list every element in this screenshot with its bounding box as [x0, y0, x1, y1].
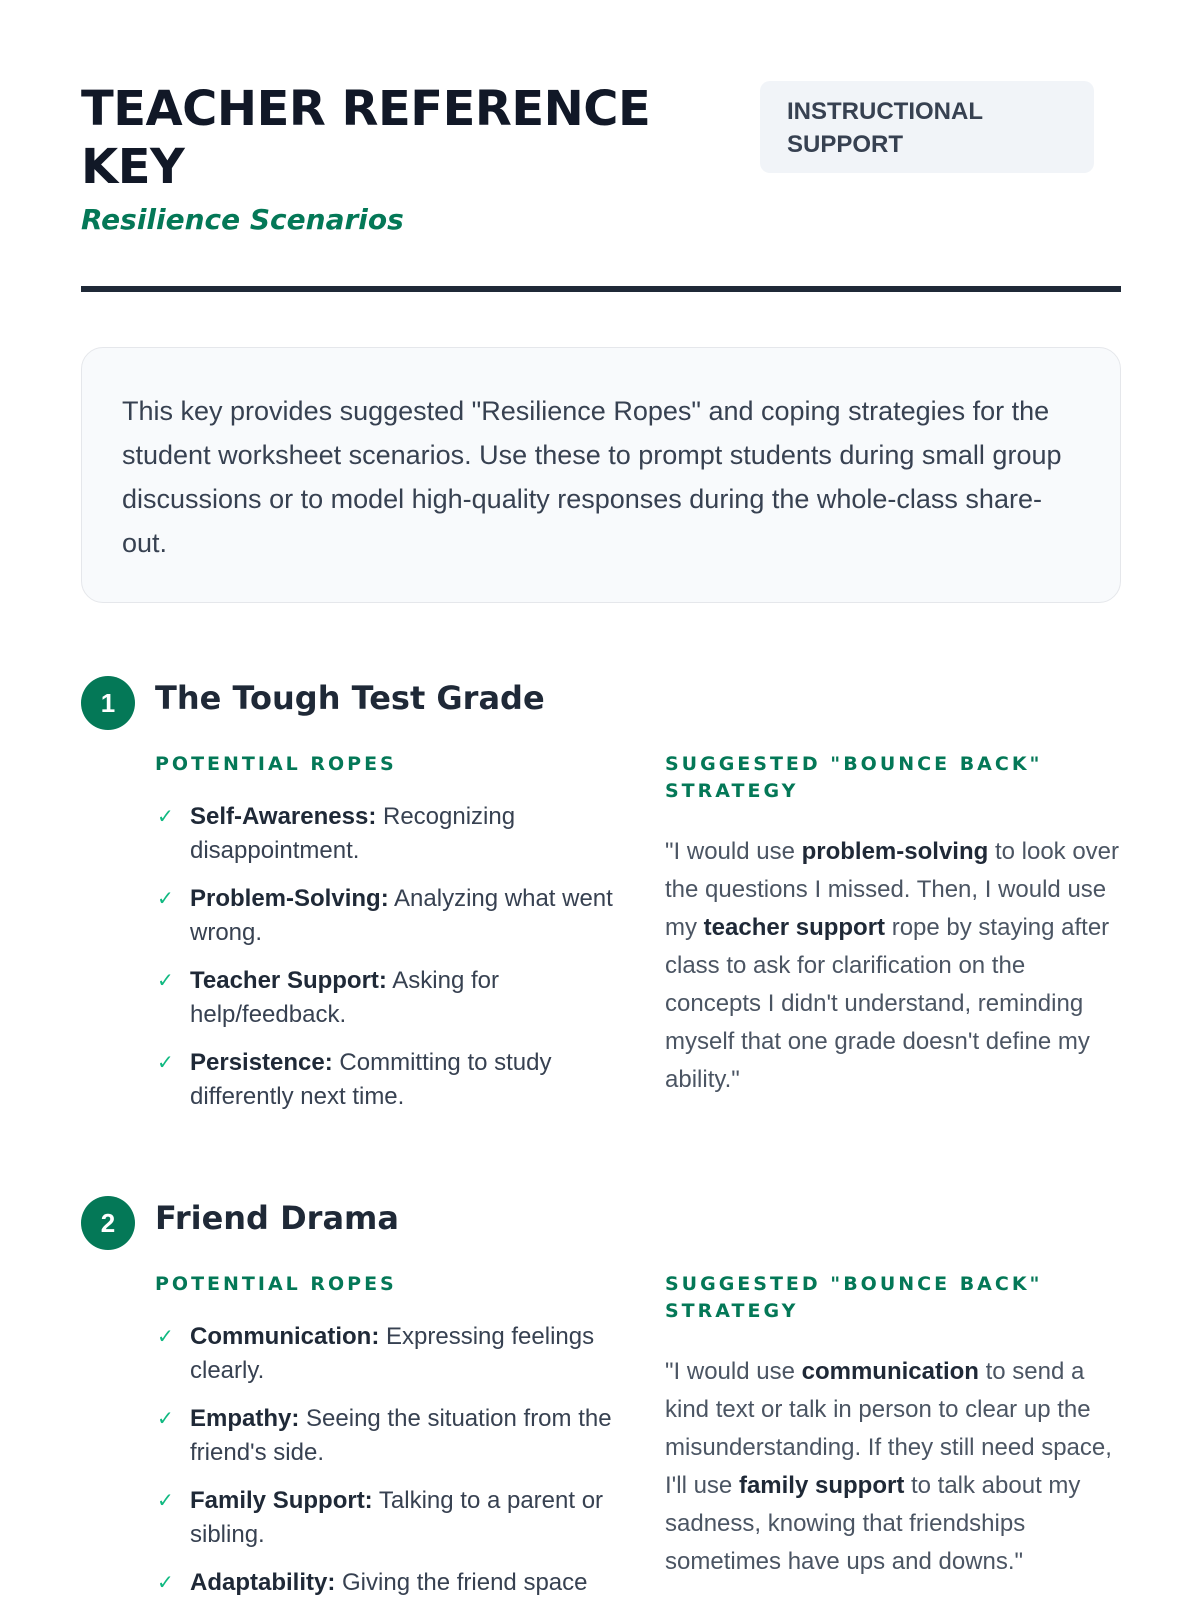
strategy-text-part: "I would use [665, 1358, 802, 1385]
rope-name: Teacher Support: [190, 967, 387, 994]
rope-name: Self-Awareness: [190, 803, 377, 830]
rope-name: Adaptability: [190, 1569, 336, 1596]
rope-name: Communication: [190, 1323, 380, 1350]
strategy-label: SUGGESTED "BOUNCE BACK" STRATEGY [665, 753, 1043, 802]
scenario-header [81, 673, 1121, 733]
scenario-number-badge: 1 [81, 676, 135, 730]
check-icon: ✓ [157, 1326, 174, 1348]
rope-description: Asking for help/feedback. [190, 967, 499, 1028]
scenario-1 [81, 673, 1121, 1110]
rope-description: Expressing feelings clearly. [190, 1323, 595, 1384]
instructional-support-badge: INSTRUCTIONAL SUPPORT [760, 81, 1094, 173]
ropes-list [155, 800, 625, 1114]
check-icon: ✓ [157, 806, 174, 828]
rope-name: Empathy: [190, 1405, 300, 1432]
potential-ropes-label: POTENTIAL ROPES [155, 753, 397, 775]
rope-description: Talking to a parent or sibling. [190, 1487, 604, 1548]
rope-description: Analyzing what went wrong. [190, 885, 613, 946]
scenario-header [81, 1193, 1121, 1253]
page-subtitle: Resilience Scenarios [81, 203, 404, 236]
rope-name: Persistence: [190, 1049, 333, 1076]
check-icon: ✓ [157, 1052, 174, 1074]
scenario-2 [81, 1193, 1121, 1596]
check-icon: ✓ [157, 1490, 174, 1512]
list-item [155, 1484, 625, 1552]
list-item [155, 1320, 625, 1388]
header-divider [81, 286, 1121, 292]
rope-name: Family Support: [190, 1487, 373, 1514]
list-item [155, 964, 625, 1032]
list-item [155, 1046, 625, 1114]
scenario-title: Friend Drama [155, 1199, 399, 1237]
rope-description: Recognizing disappointment. [190, 803, 516, 864]
list-item [155, 1402, 625, 1470]
check-icon: ✓ [157, 1408, 174, 1430]
bounce-back-strategy-column [665, 1271, 1121, 1581]
strategy-text [665, 1353, 1121, 1581]
ropes-list [155, 1320, 625, 1600]
strategy-highlight: communication [801, 1358, 979, 1385]
rope-description: Seeing the situation from the friend's side. [190, 1405, 612, 1466]
scenario-title: The Tough Test Grade [155, 679, 545, 717]
strategy-highlight: problem-solving [801, 838, 989, 865]
page-header [81, 0, 1121, 296]
teacher-reference-page [81, 0, 1121, 1596]
list-item [155, 1566, 625, 1600]
strategy-label: SUGGESTED "BOUNCE BACK" STRATEGY [665, 1273, 1043, 1322]
strategy-text-part: "I would use [665, 838, 802, 865]
strategy-highlight: family support [738, 1472, 905, 1499]
potential-ropes-column [155, 751, 625, 1128]
check-icon: ✓ [157, 970, 174, 992]
strategy-text [665, 833, 1121, 1099]
check-icon: ✓ [157, 1572, 174, 1594]
strategy-highlight: teacher support [703, 914, 886, 941]
check-icon: ✓ [157, 888, 174, 910]
rope-description: Giving the friend space [342, 1569, 588, 1596]
rope-name: Problem-Solving: [190, 885, 389, 912]
strategy-text-part: to look over the questions I missed. Then, I would use my [665, 838, 1120, 941]
potential-ropes-column [155, 1271, 625, 1614]
strategy-text-part: to talk about my sadness, knowing that friendships sometimes have ups and downs." [665, 1472, 1081, 1575]
rope-description: Committing to study differently next time. [190, 1049, 552, 1110]
strategy-text-part: rope by staying after class to ask for clarification on the concepts I didn't understand, reminding myself that one grade doesn't define my ability." [665, 914, 1110, 1093]
strategy-text-part: to send a kind text or talk in person to clear up the misunderstanding. If they still need space, I'll use [665, 1358, 1112, 1499]
list-item [155, 882, 625, 950]
page-title: TEACHER REFERENCE KEY [81, 81, 651, 195]
potential-ropes-label: POTENTIAL ROPES [155, 1273, 397, 1295]
intro-box: This key provides suggested "Resilience Ropes" and coping strategies for the student worksheet scenarios. Use these to prompt students during small group discussions or to model high-quality responses during the whole-class share-out. [81, 347, 1121, 603]
list-item [155, 800, 625, 868]
scenario-number-badge: 2 [81, 1196, 135, 1250]
bounce-back-strategy-column [665, 751, 1121, 1099]
